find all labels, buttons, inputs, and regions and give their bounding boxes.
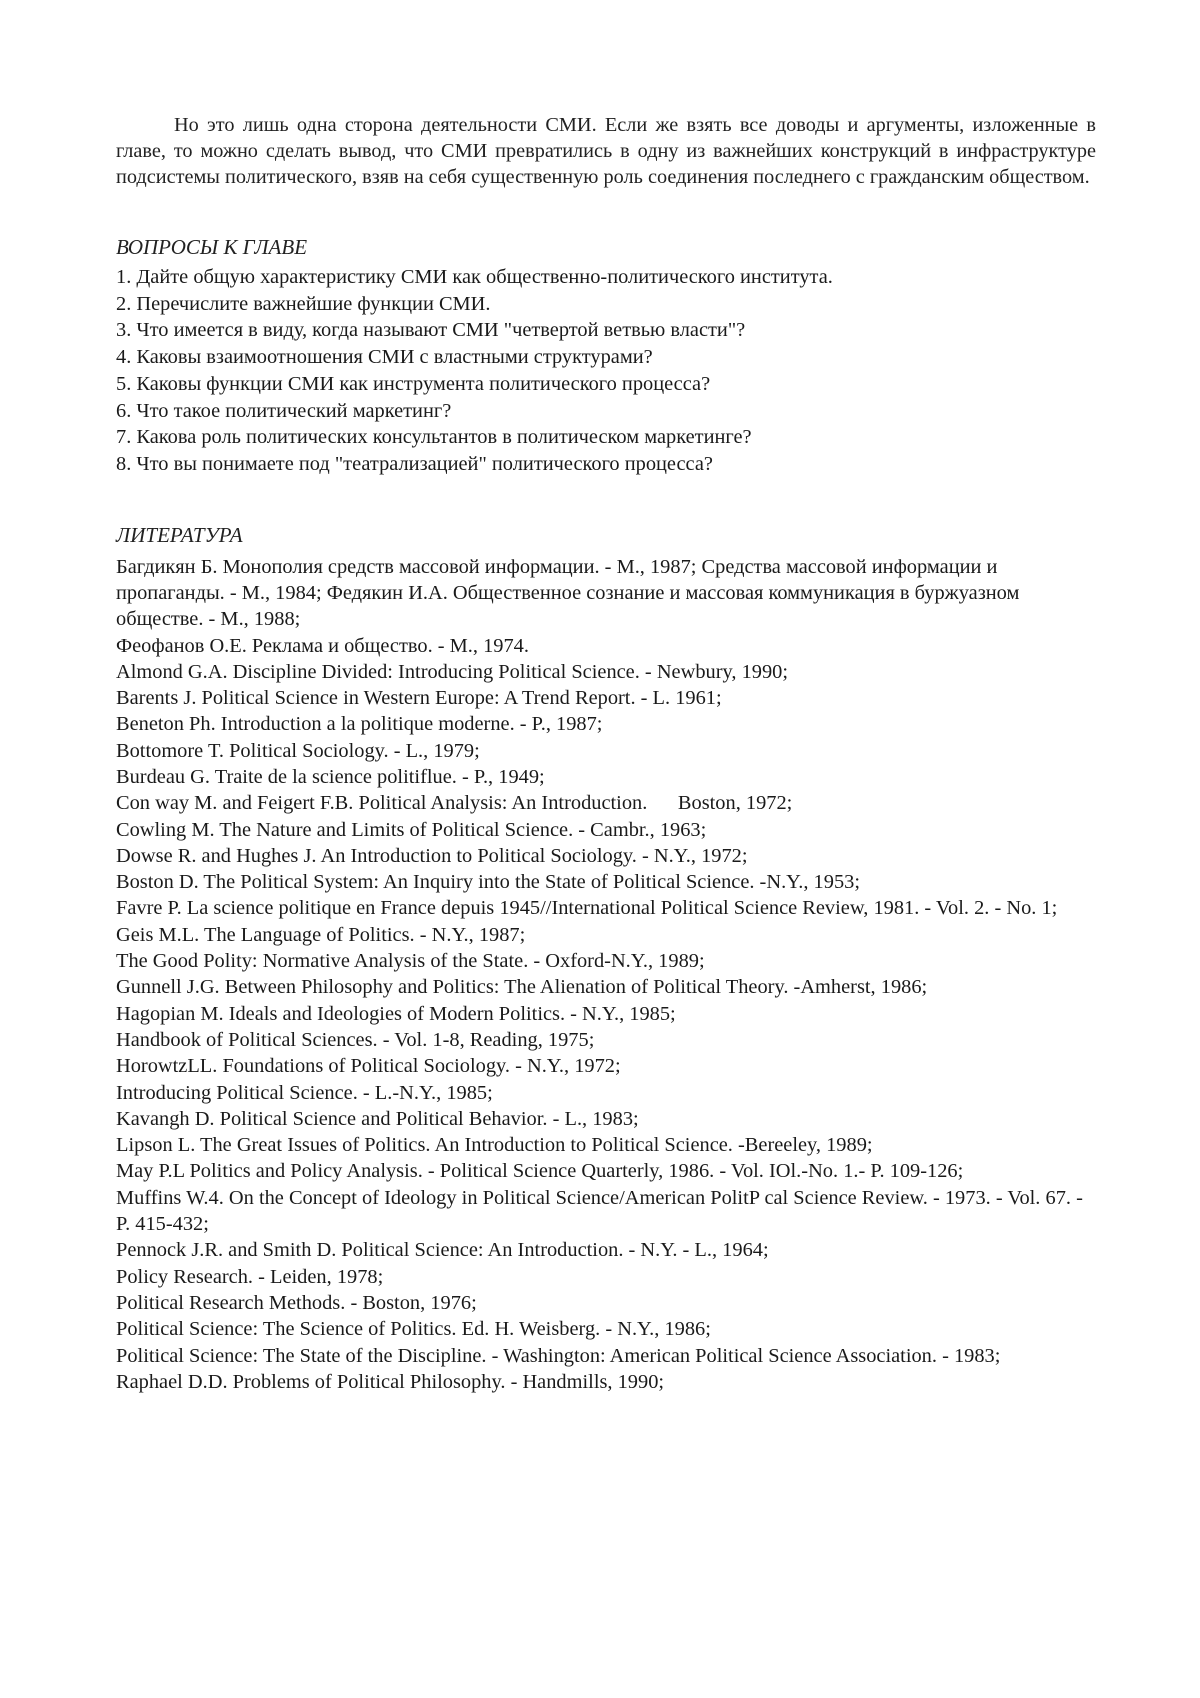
literature-item: Феофанов О.Е. Реклама и общество. - М., 1974. — [116, 634, 529, 657]
literature-item: Policy Research. - Leiden, 1978; — [116, 1265, 384, 1288]
literature-item: Lipson L. The Great Issues of Politics. An Introduction to Political Science. -Bereeley, 1989; — [116, 1134, 873, 1157]
question-item: 2. Перечислите важнейшие функции СМИ. — [116, 292, 491, 315]
question-item: 5. Каковы функции СМИ как инструмента политического процесса? — [116, 372, 711, 395]
literature-list — [116, 554, 1096, 1396]
document-page — [116, 112, 1096, 1395]
literature-item: Kavangh D. Political Science and Political Behavior. - L., 1983; — [116, 1107, 639, 1130]
literature-item: The Good Polity: Normative Analysis of the State. - Oxford-N.Y., 1989; — [116, 950, 705, 973]
literature-item: Beneton Ph. Introduction a la politique moderne. - P., 1987; — [116, 713, 603, 736]
question-item: 1. Дайте общую характеристику СМИ как общественно-политического института. — [116, 266, 833, 288]
literature-item: Geis M.L. The Language of Politics. - N.Y., 1987; — [116, 923, 526, 946]
literature-item: Pennock J.R. and Smith D. Political Science: An Introduction. - N.Y. - L., 1964; — [116, 1239, 769, 1262]
literature-heading: ЛИТЕРАТУРА — [116, 522, 243, 547]
literature-item: Muffins W.4. On the Concept of Ideology in Political Science/American PolitP cal Science Review. - 1973. - Vol. 67. - P. 415-432; — [116, 1186, 1083, 1236]
literature-item: Bottomore T. Political Sociology. - L., 1979; — [116, 739, 480, 762]
literature-item: Handbook of Political Sciences. - Vol. 1-8, Reading, 1975; — [116, 1028, 595, 1051]
literature-item: Almond G.A. Discipline Divided: Introducing Political Science. - Newbury, 1990; — [116, 660, 789, 683]
literature-item: Political Science: The Science of Politics. Ed. H. Weisberg. - N.Y., 1986; — [116, 1318, 711, 1341]
literature-item: Gunnell J.G. Between Philosophy and Politics: The Alienation of Political Theory. -Amherst, 1986; — [116, 976, 928, 999]
literature-item: Political Science: The State of the Discipline. - Washington: American Political Science Association. - 1983; — [116, 1344, 1001, 1367]
literature-item: Con way M. and Feigert F.B. Political Analysis: An Introduction. Boston, 1972; — [116, 792, 793, 815]
question-item: 3. Что имеется в виду, когда называют СМИ "четвертой ветвью власти"? — [116, 319, 746, 342]
literature-item: HorowtzLL. Foundations of Political Sociology. - N.Y., 1972; — [116, 1055, 621, 1078]
literature-item: Raphael D.D. Problems of Political Philosophy. - Handmills, 1990; — [116, 1370, 665, 1393]
question-item: 7. Какова роль политических консультантов в политическом маркетинге? — [116, 426, 752, 449]
literature-item: Boston D. The Political System: An Inquiry into the State of Political Science. -N.Y., 1953; — [116, 871, 861, 894]
literature-item: Barents J. Political Science in Western Europe: A Trend Report. - L. 1961; — [116, 687, 722, 710]
question-item: 6. Что такое политический маркетинг? — [116, 399, 452, 422]
literature-item: Dowse R. and Hughes J. An Introduction to Political Sociology. - N.Y., 1972; — [116, 844, 748, 867]
question-item: 8. Что вы понимаете под "театрализацией" политического процесса? — [116, 452, 713, 475]
question-item: 4. Каковы взаимоотношения СМИ с властными структурами? — [116, 346, 653, 369]
questions-list — [116, 264, 1096, 478]
literature-item: Political Research Methods. - Boston, 1976; — [116, 1291, 477, 1314]
literature-item: Cowling M. The Nature and Limits of Political Science. - Cambr., 1963; — [116, 818, 707, 841]
literature-item: Burdeau G. Traite de la science politiflue. - P., 1949; — [116, 766, 545, 788]
literature-item: Багдикян Б. Монополия средств массовой информации. - М., 1987; Средства массовой информации и пропаганды. - М., 1984; Федякин И.А. Общественное сознание и массовая коммуникация в буржуазном обществе. - М., 1988; — [116, 555, 1020, 631]
literature-item: May P.L Politics and Policy Analysis. - Political Science Quarterly, 1986. - Vol. IOl.-No. 1.- P. 109-126; — [116, 1160, 964, 1183]
literature-item: Favre P. La science politique en France depuis 1945//International Political Science Review, 1981. - Vol. 2. - No. 1; — [116, 897, 1058, 920]
intro-paragraph: Но это лишь одна сторона деятельности СМИ. Если же взять все доводы и аргументы, изложенные в главе, то можно сделать вывод, что СМИ превратились в одну из важнейших конструкций в инфраструктуре подсистемы политического, взяв на себя существенную роль соединения последнего с гражданским обществом. — [116, 114, 1096, 188]
questions-heading: ВОПРОСЫ К ГЛАВЕ — [116, 235, 308, 259]
literature-item: Hagopian M. Ideals and Ideologies of Modern Politics. - N.Y., 1985; — [116, 1002, 676, 1025]
literature-item: Introducing Political Science. - L.-N.Y., 1985; — [116, 1081, 493, 1104]
